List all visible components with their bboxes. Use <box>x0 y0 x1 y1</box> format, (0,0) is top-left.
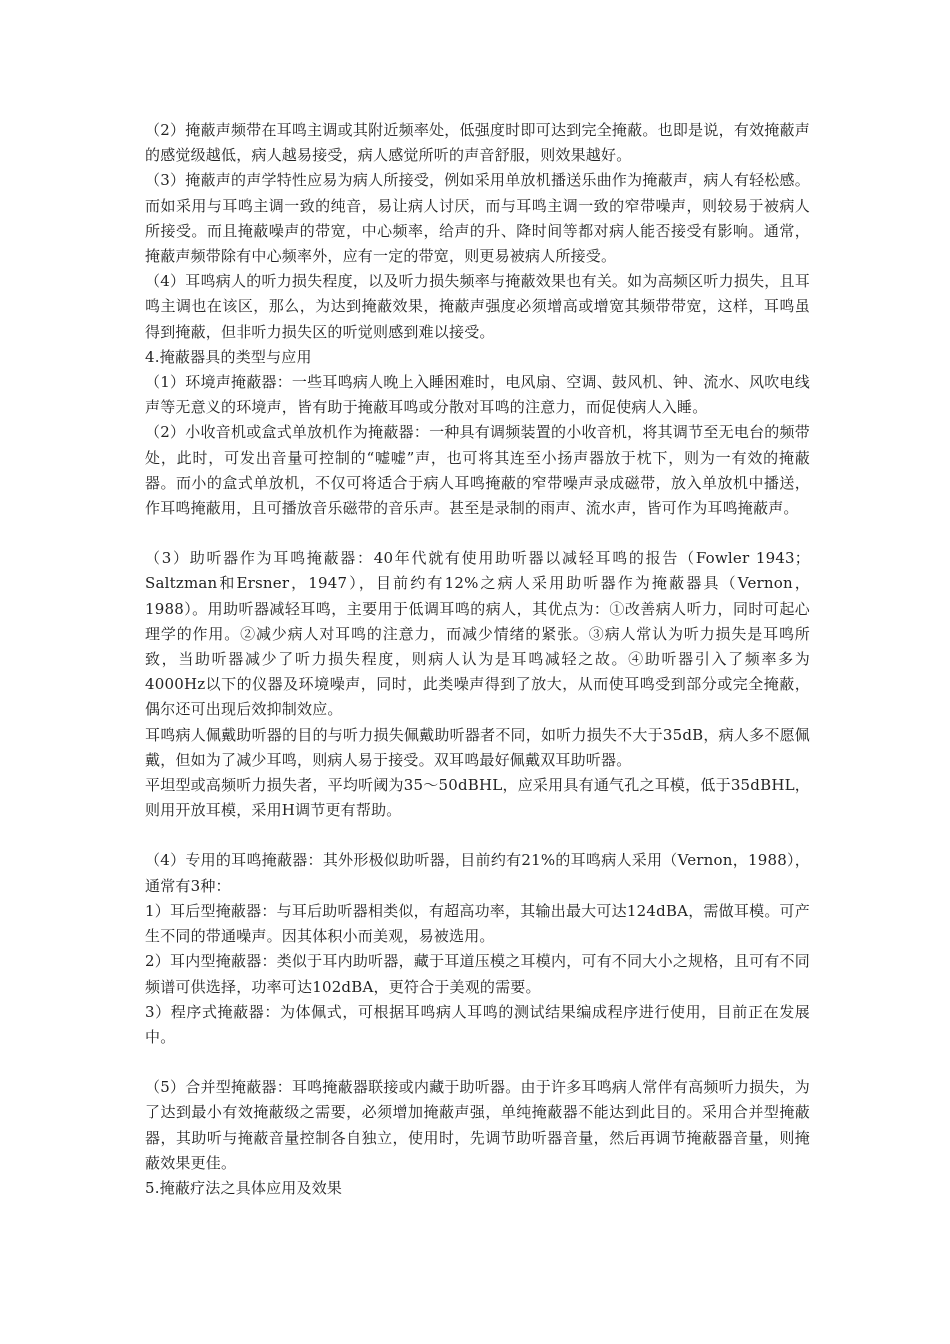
paragraph-spacer <box>145 823 810 848</box>
paragraph-dedicated-masker: （4）专用的耳鸣掩蔽器：其外形极似助听器，目前约有21%的耳鸣病人采用（Vernon，1988），通常有3种： <box>145 851 810 895</box>
paragraph-hearing-aid-purpose: 耳鸣病人佩戴助听器的目的与听力损失佩戴助听器者不同，如听力损失不大于35dB，病人多不愿佩戴，但如为了减少耳鸣，则病人易于接受。双耳鸣最好佩戴双耳助听器。 <box>145 725 810 769</box>
paragraph-hearing-loss: （4）耳鸣病人的听力损失程度，以及听力损失频率与掩蔽效果也有关。如为高频区听力损失，且耳鸣主调也在该区，那么，为达到掩蔽效果，掩蔽声强度必须增高或增宽其频带带宽，这样，耳鸣虽得到掩蔽，但非听力损失区的听觉则感到难以接受。 <box>145 272 810 341</box>
list-item-ite-masker: 2）耳内型掩蔽器：类似于耳内助听器，藏于耳道压模之耳模内，可有不同大小之规格，且可有不同频谱可供选择，功率可达102dBA，更符合于美观的需要。 <box>145 952 810 996</box>
list-item-bte-masker: 1）耳后型掩蔽器：与耳后助听器相类似，有超高功率，其输出最大可达124dBA，需做耳模。可产生不同的带通噪声。因其体积小而美观，易被选用。 <box>145 901 810 946</box>
paragraph-flat-loss: 平坦型或高频听力损失者，平均听阈为35～50dBHL，应采用具有通气孔之耳模，低于35dBHL，则用开放耳模，采用H调节更有帮助。 <box>145 776 810 820</box>
paragraph-combined-masker: （5）合并型掩蔽器：耳鸣掩蔽器联接或内藏于助听器。由于许多耳鸣病人常伴有高频听力损失，为了达到最小有效掩蔽级之需要，必须增加掩蔽声强，单纯掩蔽器不能达到此目的。采用合并型掩蔽器，其助听与掩蔽音量控制各自独立，使用时，先调节助听器音量，然后再调节掩蔽器音量，则掩蔽效果更佳。 <box>145 1078 810 1172</box>
paragraph-spacer <box>145 1050 810 1075</box>
section-heading-masker-types: 4.掩蔽器具的类型与应用 <box>145 347 312 366</box>
paragraph-masking-band: （2）掩蔽声频带在耳鸣主调或其附近频率处，低强度时即可达到完全掩蔽。也即是说，有效掩蔽声的感觉级越低，病人越易接受，病人感觉所听的声音舒服，则效果越好。 <box>145 121 810 165</box>
list-item-programmable-masker: 3）程序式掩蔽器：为体佩式，可根据耳鸣病人耳鸣的测试结果编成程序进行使用，目前正在发展中。 <box>145 1002 810 1046</box>
section-heading-application: 5.掩蔽疗法之具体应用及效果 <box>145 1178 343 1197</box>
paragraph-spacer <box>145 521 810 546</box>
paragraph-acoustic-properties: （3）掩蔽声的声学特性应易为病人所接受，例如采用单放机播送乐曲作为掩蔽声，病人有轻松感。而如采用与耳鸣主调一致的纯音，易让病人讨厌，而与耳鸣主调一致的窄带噪声，则较易于被病人所接受。而且掩蔽噪声的带宽，中心频率，给声的升、降时间等都对病人能否接受有影响。通常，掩蔽声频带除有中心频率外，应有一定的带宽，则更易被病人所接受。 <box>145 171 810 266</box>
document-body <box>145 118 810 1201</box>
paragraph-environmental-masker: （1）环境声掩蔽器：一些耳鸣病人晚上入睡困难时，电风扇、空调、鼓风机、钟、流水、风吹电线声等无意义的环境声，皆有助于掩蔽耳鸣或分散对耳鸣的注意力，而促使病人入睡。 <box>145 373 810 417</box>
paragraph-radio-masker: （2）小收音机或盒式单放机作为掩蔽器：一种具有调频装置的小收音机，将其调节至无电台的频带处，此时，可发出音量可控制的“嘘嘘”声，也可将其连至小扬声器放于枕下，则为一有效的掩蔽器。而小的盒式单放机，不仅可将适合于病人耳鸣掩蔽的窄带噪声录成磁带，放入单放机中播送，作耳鸣掩蔽用，且可播放音乐磁带的音乐声。甚至是录制的雨声、流水声，皆可作为耳鸣掩蔽声。 <box>145 423 810 518</box>
paragraph-hearing-aid-masker: （3）助听器作为耳鸣掩蔽器：40年代就有使用助听器以减轻耳鸣的报告（Fowler 1943；Saltzman和Ersner，1947），目前约有12%之病人采用助听器作为掩蔽器具（Vernon，1988）。用助听器减轻耳鸣，主要用于低调耳鸣的病人，其优点为：①改善病人听力，同时可起心理学的作用。②减少病人对耳鸣的注意力，而减少情绪的紧张。③病人常认为听力损失是耳鸣所致，当助听器减少了听力损失程度，则病人认为是耳鸣减轻之故。④助听器引入了频率多为4000Hz以下的仪器及环境噪声，同时，此类噪声得到了放大，从而使耳鸣受到部分或完全掩蔽，偶尔还可出现后效抑制效应。 <box>145 549 810 719</box>
